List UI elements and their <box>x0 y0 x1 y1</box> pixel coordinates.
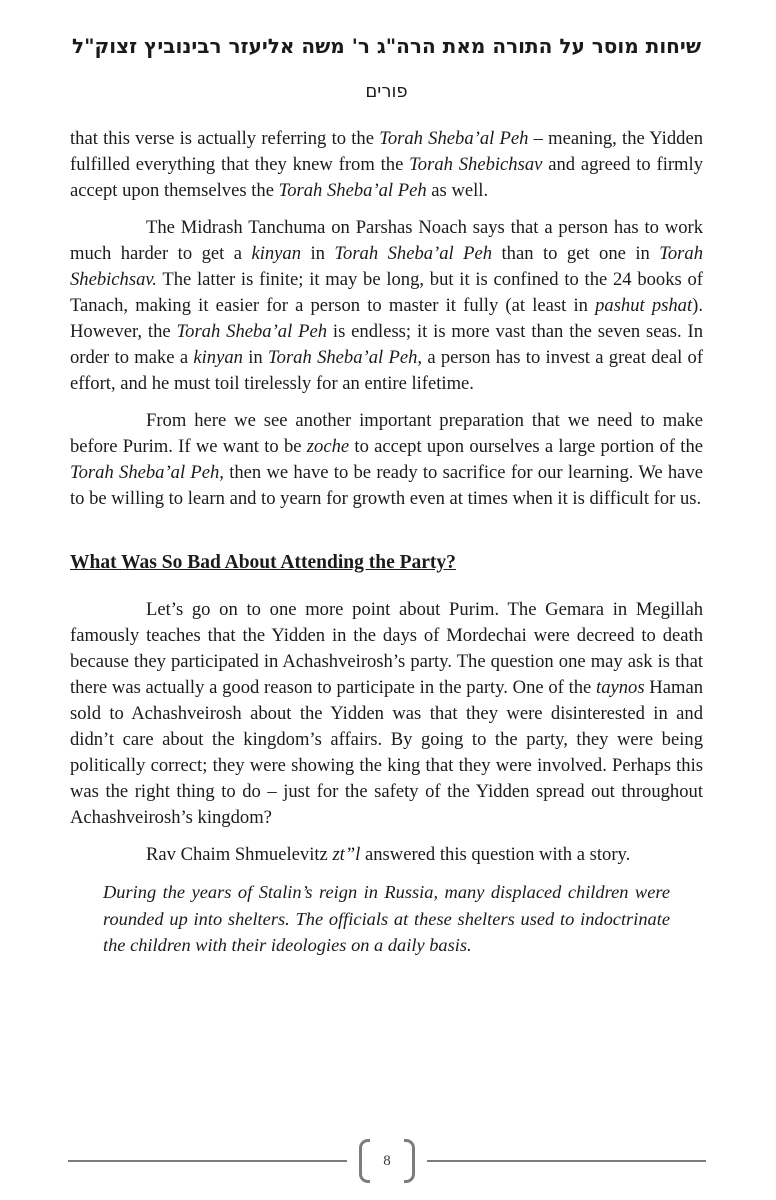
page-number: 8 <box>383 1153 391 1169</box>
section-heading: What Was So Bad About Attending the Party? <box>70 552 456 573</box>
paragraph-4: Let’s go on to one more point about Purim. The Gemara in Megillah famously teaches that the Yidden in the days of Mordechai were decreed to death because they participated in Achashveirosh’s party. The question one may ask is that there was actually a good reason to participate in the party. One of the taynos Haman sold to Achashveirosh about the Yidden was that they were disinterested in and didn’t care about the kingdom’s affairs. By going to the party, they were being politically correct; they were showing the king that they were involved. Perhaps this was the right thing to do – just for the safety of the Yidden spread out throughout Achashveirosh’s kingdom? <box>70 599 703 828</box>
right-bracket-ornament <box>404 1139 415 1183</box>
left-bracket-ornament <box>359 1139 370 1183</box>
section-title-hebrew: פורים <box>365 81 408 102</box>
page-title-hebrew: שיחות מוסר על התורה מאת הרה"ג ר' משה אליעזר רבינוביץ זצוק"ל <box>72 34 701 58</box>
block-quote: During the years of Stalin’s reign in Russia, many displaced children were rounded up into shelters. The officials at these shelters used to indoctrinate the children with their ideologies on a daily basis. <box>103 882 670 955</box>
paragraph-2: The Midrash Tanchuma on Parshas Noach says that a person has to work much harder to get a kinyan in Torah Sheba’al Peh than to get one in Torah Shebichsav. The latter is finite; it may be long, but it is confined to the 24 books of Tanach, making it easier for a person to master it fully (at least in pashut pshat). However, the Torah Sheba’al Peh is endless; it is more vast than the seven seas. In order to make a kinyan in Torah Sheba’al Peh, a person has to invest a great deal of effort, and he must toil tirelessly for an entire lifetime. <box>70 217 704 394</box>
footer-rule-right <box>427 1160 706 1162</box>
footer-rule-left <box>68 1160 347 1162</box>
paragraph-5: Rav Chaim Shmuelevitz zt”l answered this question with a story. <box>146 844 631 865</box>
paragraph-3: From here we see another important preparation that we need to make before Purim. If we want to be zoche to accept upon ourselves a large portion of the Torah Sheba’al Peh, then we have to be ready to sacrifice for our learning. We have to be willing to learn and to yearn for growth even at times when it is difficult for us. <box>70 410 703 509</box>
paragraph-1: that this verse is actually referring to the Torah Sheba’al Peh – meaning, the Yidden fulfilled everything that they knew from the Torah Shebichsav and agreed to firmly accept upon themselves the Torah Sheba’al Peh as well. <box>70 128 703 201</box>
page-footer <box>68 1138 706 1184</box>
